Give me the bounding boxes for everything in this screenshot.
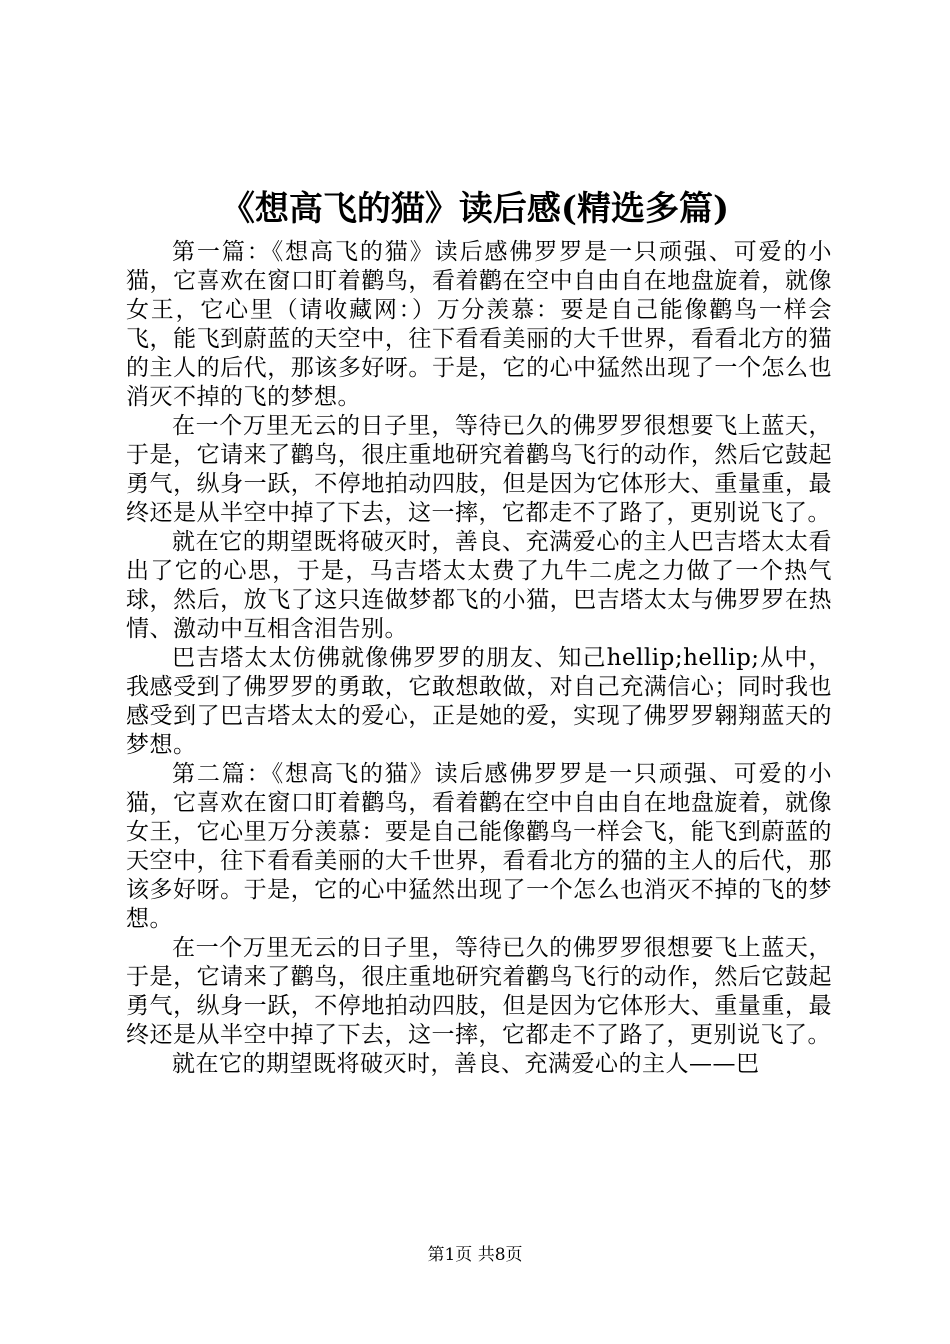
document-title: 《想高飞的猫》读后感(精选多篇) bbox=[220, 189, 730, 229]
paragraph: 就在它的期望既将破灭时，善良、充满爱心的主人——巴 bbox=[172, 1051, 760, 1077]
page-footer: 第1页 共8页 bbox=[427, 1245, 523, 1265]
paragraph: 就在它的期望既将破灭时，善良、充满爱心的主人巴吉塔太太看出了它的心思，于是，马吉塔太太费了九牛二虎之力做了一个热气球，然后，放飞了这只连做梦都飞的小猫，巴吉塔太太与佛罗罗在热情、激动中互相含泪告别。 bbox=[126, 529, 832, 642]
paragraph: 第一篇：《想高飞的猫》读后感佛罗罗是一只顽强、可爱的小猫，它喜欢在窗口盯着鹳鸟，看着鹳在空中自由自在地盘旋着，就像女王，它心里（请收藏网：）万分羡慕：要是自己能像鹳鸟一样会飞，能飞到蔚蓝的天空中，往下看看美丽的大千世界，看看北方的猫的主人的后代，那该多好呀。于是，它的心中猛然出现了一个怎么也消灭不掉的飞的梦想。 bbox=[126, 239, 832, 410]
paragraph: 巴吉塔太太仿佛就像佛罗罗的朋友、知己hellip;hellip;从中，我感受到了佛罗罗的勇敢，它敢想敢做，对自己充满信心；同时我也感受到了巴吉塔太太的爱心，正是她的爱，实现了佛罗罗翱翔蓝天的梦想。 bbox=[126, 645, 832, 758]
paragraph: 第二篇：《想高飞的猫》读后感佛罗罗是一只顽强、可爱的小猫，它喜欢在窗口盯着鹳鸟，看着鹳在空中自由自在地盘旋着，就像女王，它心里万分羡慕：要是自己能像鹳鸟一样会飞，能飞到蔚蓝的天空中，往下看看美丽的大千世界，看看北方的猫的主人的后代，那该多好呀。于是，它的心中猛然出现了一个怎么也消灭不掉的飞的梦想。 bbox=[126, 761, 832, 932]
paragraph: 在一个万里无云的日子里，等待已久的佛罗罗很想要飞上蓝天，于是，它请来了鹳鸟，很庄重地研究着鹳鸟飞行的动作，然后它鼓起勇气，纵身一跃，不停地拍动四肢，但是因为它体形大、重量重，最终还是从半空中掉了下去，这一摔，它都走不了路了，更别说飞了。 bbox=[126, 413, 832, 526]
document-body bbox=[126, 238, 832, 1079]
paragraph: 在一个万里无云的日子里，等待已久的佛罗罗很想要飞上蓝天，于是，它请来了鹳鸟，很庄重地研究着鹳鸟飞行的动作，然后它鼓起勇气，纵身一跃，不停地拍动四肢，但是因为它体形大、重量重，最终还是从半空中掉了下去，这一摔，它都走不了路了，更别说飞了。 bbox=[126, 935, 832, 1048]
